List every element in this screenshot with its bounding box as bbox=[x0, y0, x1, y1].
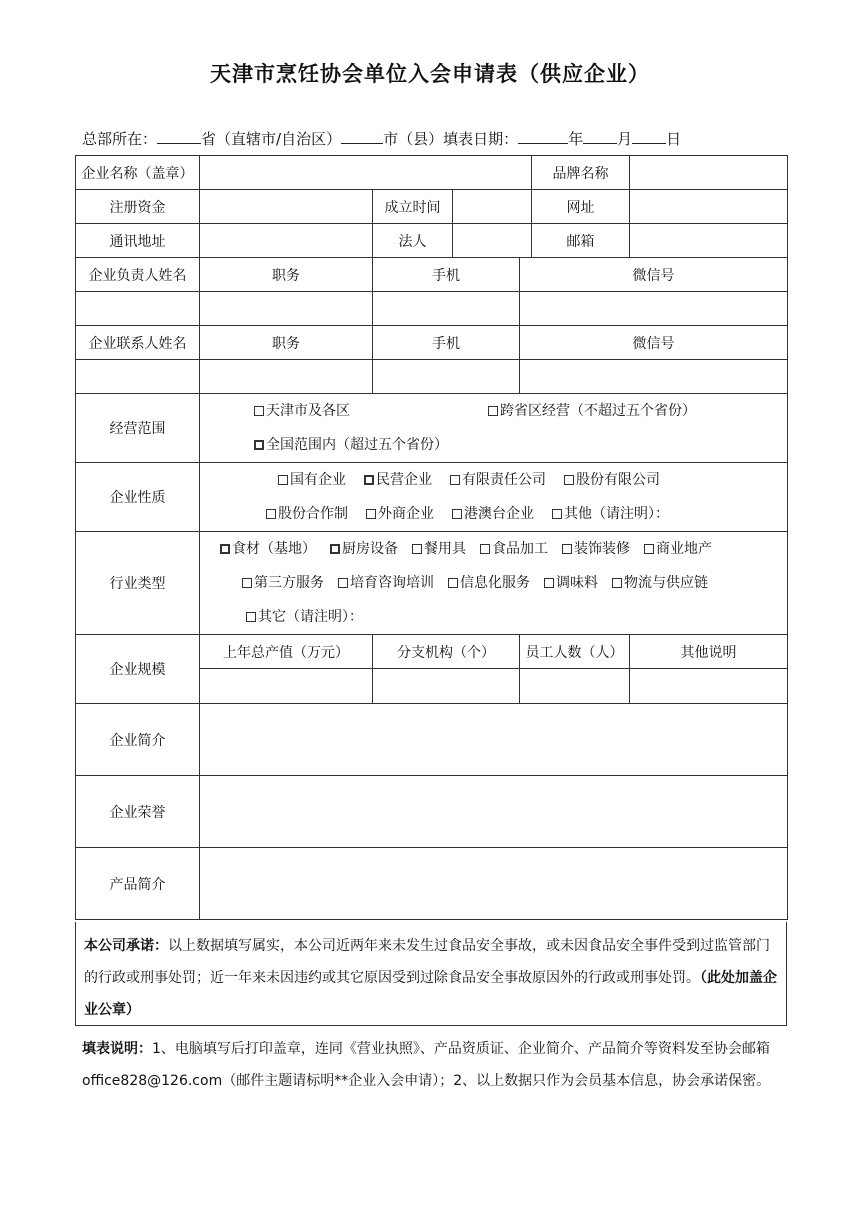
checkbox-icon[interactable] bbox=[562, 544, 572, 554]
nature-option-4[interactable]: 股份有限公司 bbox=[564, 463, 660, 497]
checkbox-icon[interactable] bbox=[366, 509, 376, 519]
leader-name-field[interactable] bbox=[76, 292, 200, 326]
checkbox-icon[interactable] bbox=[220, 544, 230, 554]
contact-name-label: 企业联系人姓名 bbox=[76, 326, 200, 360]
checkbox-icon[interactable] bbox=[364, 475, 374, 485]
checkbox-icon[interactable] bbox=[412, 544, 422, 554]
founded-field[interactable] bbox=[453, 190, 532, 224]
nature-option-6[interactable]: 外商企业 bbox=[366, 497, 434, 531]
pledge-text: 以上数据填写属实，本公司近两年来未发生过食品安全事故，或未因食品安全事件受到过监管部门的行政或刑事处罚；近一年来未因违约或其它原因受到过除食品安全事故原因外的行政或刑事处罚。 bbox=[84, 938, 770, 986]
legal-label: 法人 bbox=[373, 224, 453, 258]
checkbox-icon[interactable] bbox=[544, 578, 554, 588]
leader-name-label: 企业负责人姓名 bbox=[76, 258, 200, 292]
brand-label: 品牌名称 bbox=[532, 156, 630, 190]
industry-option-11[interactable]: 物流与供应链 bbox=[612, 566, 708, 600]
hq-line bbox=[82, 128, 681, 149]
leader-wechat-label: 微信号 bbox=[520, 258, 788, 292]
industry-option-6[interactable]: 商业地产 bbox=[644, 532, 712, 566]
checkbox-icon[interactable] bbox=[254, 440, 264, 450]
industry-option-5[interactable]: 装饰装修 bbox=[562, 532, 630, 566]
email-label: 邮箱 bbox=[532, 224, 630, 258]
contact-name-field[interactable] bbox=[76, 360, 200, 394]
email-field[interactable] bbox=[630, 224, 788, 258]
checkbox-icon[interactable] bbox=[330, 544, 340, 554]
industry-option-1[interactable]: 食材（基地） bbox=[220, 532, 316, 566]
scale-staff-field[interactable] bbox=[520, 669, 630, 704]
website-field[interactable] bbox=[630, 190, 788, 224]
address-field[interactable] bbox=[200, 224, 373, 258]
address-label: 通讯地址 bbox=[76, 224, 200, 258]
checkbox-icon[interactable] bbox=[450, 475, 460, 485]
leader-position-field[interactable] bbox=[200, 292, 373, 326]
application-table bbox=[75, 155, 788, 920]
checkbox-icon[interactable] bbox=[564, 475, 574, 485]
industry-option-9[interactable]: 信息化服务 bbox=[448, 566, 530, 600]
contact-wechat-label: 微信号 bbox=[520, 326, 788, 360]
capital-field[interactable] bbox=[200, 190, 373, 224]
filling-notes bbox=[82, 1033, 782, 1097]
contact-wechat-field[interactable] bbox=[520, 360, 788, 394]
notes-text: 1、电脑填写后打印盖章，连同《营业执照》、产品资质证、企业简介、产品简介等资料发至协会邮箱 office828@126.com（邮件主题请标明**企业入会申请）；2、以上数据只作为会员基本信息，协会承诺保密。 bbox=[82, 1041, 771, 1089]
checkbox-icon[interactable] bbox=[266, 509, 276, 519]
nature-option-1[interactable]: 国有企业 bbox=[278, 463, 346, 497]
scope-option-cross-province[interactable]: 跨省区经营（不超过五个省份） bbox=[488, 394, 696, 428]
form-title: 天津市烹饪协会单位入会申请表（供应企业） bbox=[210, 62, 650, 86]
website-label: 网址 bbox=[532, 190, 630, 224]
pledge-lead: 本公司承诺： bbox=[84, 938, 168, 954]
city-blank[interactable] bbox=[341, 129, 383, 144]
industry-option-4[interactable]: 食品加工 bbox=[480, 532, 548, 566]
company-name-field[interactable] bbox=[200, 156, 532, 190]
checkbox-icon[interactable] bbox=[246, 612, 256, 622]
checkbox-icon[interactable] bbox=[612, 578, 622, 588]
checkbox-icon[interactable] bbox=[448, 578, 458, 588]
nature-label: 企业性质 bbox=[76, 463, 200, 532]
nature-option-other[interactable]: 其他（请注明）： bbox=[552, 497, 669, 531]
contact-phone-label: 手机 bbox=[373, 326, 520, 360]
industry-option-2[interactable]: 厨房设备 bbox=[330, 532, 398, 566]
checkbox-icon[interactable] bbox=[488, 406, 498, 416]
industry-option-8[interactable]: 培育咨询培训 bbox=[338, 566, 434, 600]
hq-prefix: 总部所在： bbox=[82, 130, 158, 148]
nature-option-3[interactable]: 有限责任公司 bbox=[450, 463, 546, 497]
scope-options bbox=[200, 394, 788, 463]
product-label: 产品简介 bbox=[76, 848, 200, 920]
scope-option-national[interactable]: 全国范围内（超过五个省份） bbox=[254, 428, 448, 462]
contact-position-label: 职务 bbox=[200, 326, 373, 360]
checkbox-icon[interactable] bbox=[338, 578, 348, 588]
scope-label: 经营范围 bbox=[76, 394, 200, 463]
scale-other-label: 其他说明 bbox=[630, 635, 788, 669]
contact-position-field[interactable] bbox=[200, 360, 373, 394]
intro-field[interactable] bbox=[200, 704, 788, 776]
pledge-box bbox=[75, 922, 787, 1026]
industry-label: 行业类型 bbox=[76, 532, 200, 635]
notes-lead: 填表说明： bbox=[82, 1041, 152, 1057]
scale-branches-label: 分支机构（个） bbox=[373, 635, 520, 669]
brand-field[interactable] bbox=[630, 156, 788, 190]
honor-label: 企业荣誉 bbox=[76, 776, 200, 848]
checkbox-icon[interactable] bbox=[452, 509, 462, 519]
scale-other-field[interactable] bbox=[630, 669, 788, 704]
month-label: 月 bbox=[617, 130, 633, 148]
year-blank[interactable] bbox=[518, 129, 568, 144]
nature-option-7[interactable]: 港澳台企业 bbox=[452, 497, 534, 531]
checkbox-icon[interactable] bbox=[278, 475, 288, 485]
checkbox-icon[interactable] bbox=[254, 406, 264, 416]
province-blank[interactable] bbox=[157, 129, 201, 144]
contact-phone-field[interactable] bbox=[373, 360, 520, 394]
scale-output-field[interactable] bbox=[200, 669, 373, 704]
checkbox-icon[interactable] bbox=[644, 544, 654, 554]
checkbox-icon[interactable] bbox=[242, 578, 252, 588]
province-label: 省（直辖市/自治区） bbox=[201, 130, 342, 148]
industry-option-10[interactable]: 调味料 bbox=[544, 566, 598, 600]
leader-wechat-field[interactable] bbox=[520, 292, 788, 326]
pledge-seal: （此处加盖企业公章） bbox=[84, 970, 777, 1018]
city-label: 市（县）填表日期： bbox=[383, 130, 519, 148]
intro-label: 企业简介 bbox=[76, 704, 200, 776]
scale-staff-label: 员工人数（人） bbox=[520, 635, 630, 669]
industry-option-3[interactable]: 餐用具 bbox=[412, 532, 466, 566]
checkbox-icon[interactable] bbox=[480, 544, 490, 554]
month-blank[interactable] bbox=[583, 129, 617, 144]
day-label: 日 bbox=[666, 130, 682, 148]
scale-label: 企业规模 bbox=[76, 635, 200, 704]
leader-phone-field[interactable] bbox=[373, 292, 520, 326]
company-name-label: 企业名称（盖章） bbox=[76, 156, 200, 190]
scope-option-tianjin[interactable]: 天津市及各区 bbox=[254, 394, 350, 428]
founded-label: 成立时间 bbox=[373, 190, 453, 224]
capital-label: 注册资金 bbox=[76, 190, 200, 224]
scale-branches-field[interactable] bbox=[373, 669, 520, 704]
product-field[interactable] bbox=[200, 848, 788, 920]
leader-phone-label: 手机 bbox=[373, 258, 520, 292]
industry-option-7[interactable]: 第三方服务 bbox=[242, 566, 324, 600]
industry-options bbox=[200, 532, 788, 635]
honor-field[interactable] bbox=[200, 776, 788, 848]
industry-option-other[interactable]: 其它（请注明）： bbox=[246, 600, 363, 634]
nature-option-5[interactable]: 股份合作制 bbox=[266, 497, 348, 531]
scale-output-label: 上年总产值（万元） bbox=[200, 635, 373, 669]
checkbox-icon[interactable] bbox=[552, 509, 562, 519]
nature-options bbox=[200, 463, 788, 532]
day-blank[interactable] bbox=[632, 129, 666, 144]
nature-option-2[interactable]: 民营企业 bbox=[364, 463, 432, 497]
year-label: 年 bbox=[568, 130, 584, 148]
leader-position-label: 职务 bbox=[200, 258, 373, 292]
legal-field[interactable] bbox=[453, 224, 532, 258]
